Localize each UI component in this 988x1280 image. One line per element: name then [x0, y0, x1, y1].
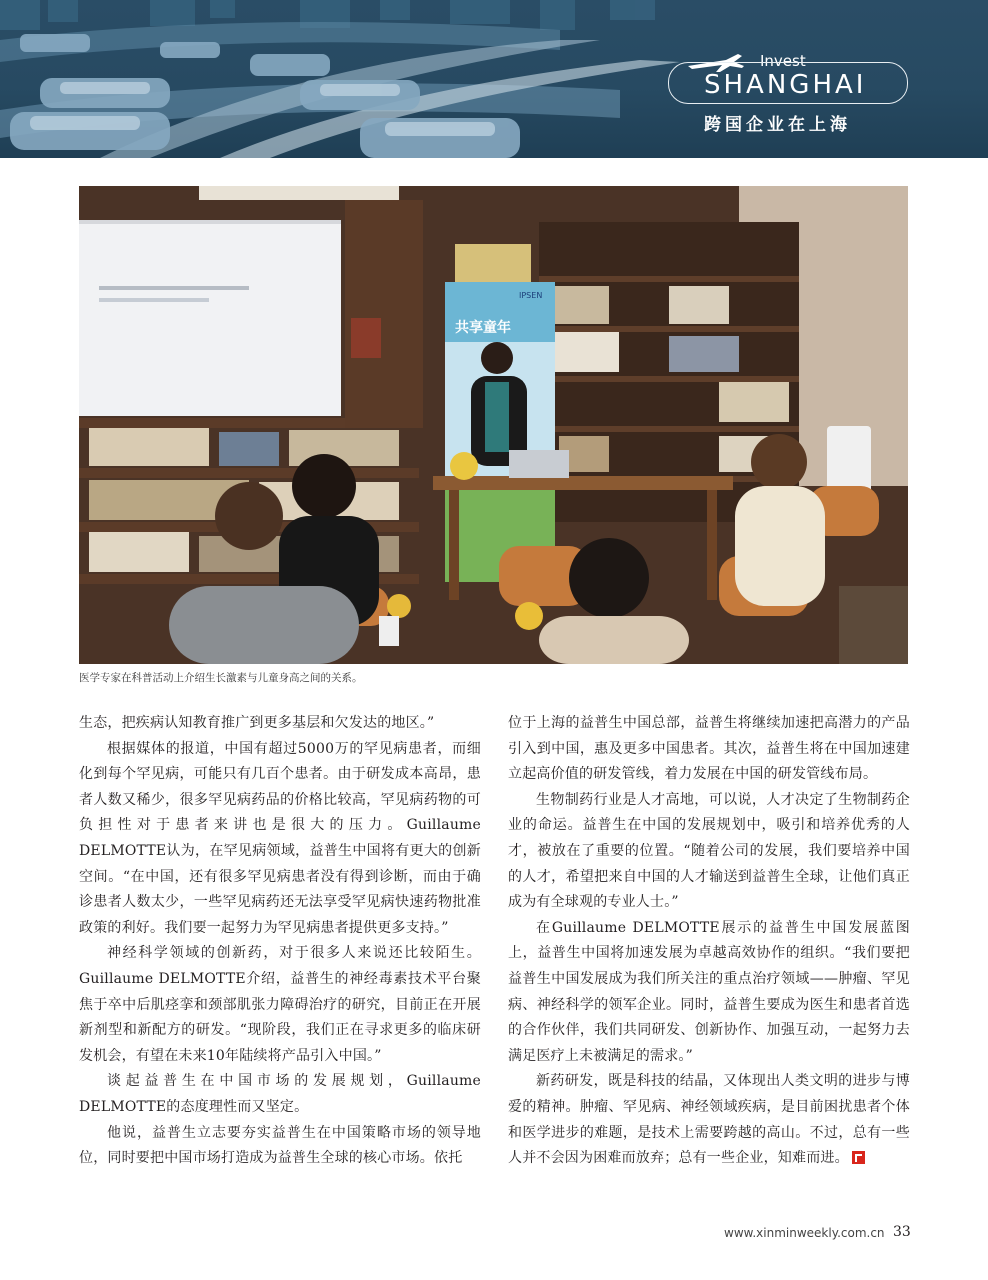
paragraph: 在Guillaume DELMOTTE展示的益普生中国发展蓝图上，益普生中国将加速发展为卓越高效协作的组织。“我们要把益普生中国发展成为我们所关注的重点治疗领域——肿瘤、罕见病、神经科学的领军企业。同时，益普生要成为医生和患者首选的合作伙伴，我们共同研发、创新协作、加强互动，一起努力去满足医疗上未被满足的需求。” — [508, 919, 910, 1064]
brand-invest: Invest — [760, 52, 806, 70]
paragraph: 位于上海的益普生中国总部，益普生将继续加速把高潜力的产品引入到中国，惠及更多中国患者。其次，益普生将在中国加速建立起高价值的研发管线，着力发展在中国的研发管线布局。 — [508, 715, 910, 783]
poster-brand: IPSEN — [519, 291, 543, 300]
paragraph-final-text: 新药研发，既是科技的结晶，又体现出人类文明的进步与博爱的精神。肿瘤、罕见病、神经领域疾病，是目前困扰患者个体和医学进步的难题，是技术上需要跨越的高山。不过，总有一些人并不会因为困难而放弃；总有一些企业，知难而进。 — [508, 1073, 910, 1167]
seminar-photo-illustration — [79, 186, 908, 664]
page-number: 33 — [893, 1224, 911, 1240]
paragraph: 根据媒体的报道，中国有超过5000万的罕见病患者，而细化到每个罕见病，可能只有几百个患者。由于研发成本高昂，患者人数又稀少，很多罕见病药品的价格比较高，罕见病药物的可负担性对于患者来讲也是很大的压力。Guillaume DELMOTTE认为，在罕见病领域，益普生中国将有更大的创新空间。“在中国，还有很多罕见病患者没有得到诊断，而由于确诊患者人数太少，一些罕见病药还无法享受罕见病快速药物批准政策的利好。我们要一起努力为罕见病患者提供更多支持。” — [79, 740, 481, 936]
paragraph: 生态，把疾病认知教育推广到更多基层和欠发达的地区。” — [79, 715, 435, 731]
left-column — [79, 711, 481, 1172]
photo-caption: 医学专家在科普活动上介绍生长激素与儿童身高之间的关系。 — [79, 672, 363, 684]
brand-city: SHANGHAI — [704, 70, 867, 100]
paragraph: 谈起益普生在中国市场的发展规划，Guillaume DELMOTTE的态度理性而又坚定。 — [79, 1073, 481, 1115]
paragraph-final — [508, 1069, 910, 1171]
paragraph: 神经科学领域的创新药，对于很多人来说还比较陌生。Guillaume DELMOTTE介绍，益普生的神经毒素技术平台聚焦于卒中后肌痉挛和颈部肌张力障碍治疗的研究，目前正在开展新剂型和新配方的研发。“现阶段，我们正在寻求更多的临床研发机会，有望在未来10年陆续将产品引入中国。” — [79, 945, 481, 1064]
right-column — [508, 711, 910, 1172]
paragraph: 生物制药行业是人才高地，可以说，人才决定了生物制药企业的命运。益普生在中国的发展规划中，吸引和培养优秀的人才，被放在了重要的位置。“随着公司的发展，我们要培养中国的人才，希望把来自中国的人才输送到益普生全球，让他们真正成为有全球观的专业人士。” — [508, 791, 910, 911]
footer-url: www.xinminweekly.com.cn — [724, 1226, 885, 1240]
paragraph: 他说，益普生立志要夯实益普生在中国策略市场的领导地位，同时要把中国市场打造成为益普生全球的核心市场。依托 — [79, 1124, 481, 1167]
end-mark-icon — [852, 1151, 865, 1164]
poster-title: 共享童年 — [455, 320, 511, 336]
invest-shanghai-logo — [668, 50, 908, 136]
event-photo — [79, 186, 908, 664]
header-banner — [0, 0, 988, 158]
brand-chinese: 跨国企业在上海 — [704, 115, 851, 135]
